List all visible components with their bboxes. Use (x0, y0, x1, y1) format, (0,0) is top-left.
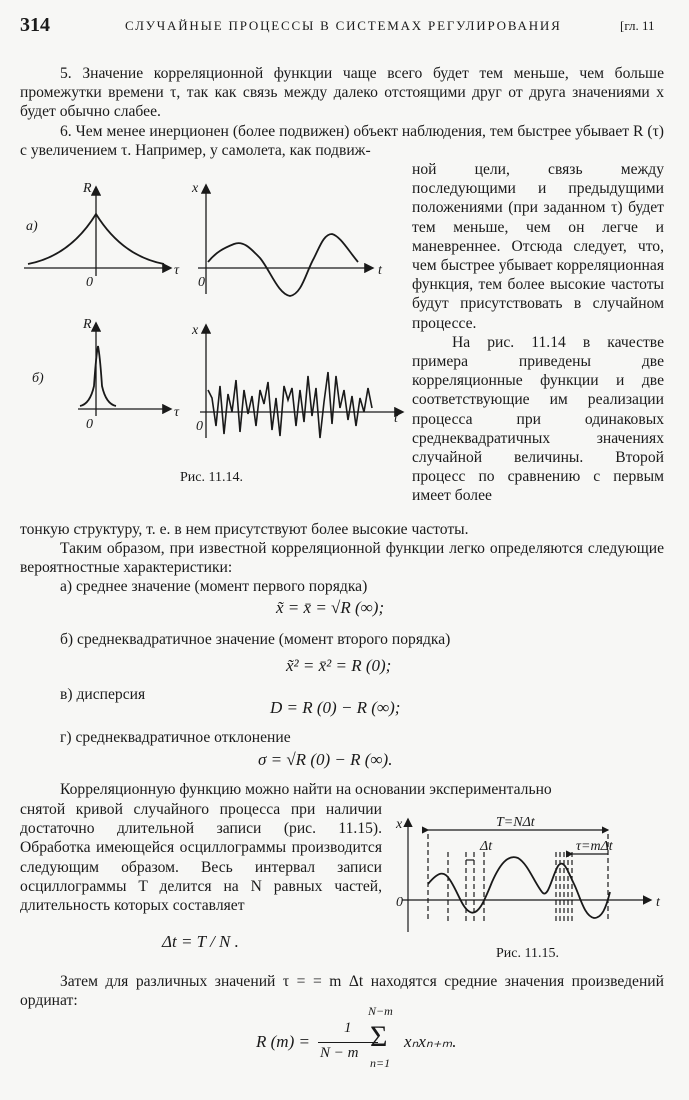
label-tau: τ=mΔt (576, 839, 613, 854)
process-a (208, 234, 358, 296)
running-head: СЛУЧАЙНЫЕ ПРОЦЕССЫ В СИСТЕМАХ РЕГУЛИРОВАНИЯ (125, 18, 562, 33)
page-number: 314 (20, 14, 50, 36)
label-R-b: R (83, 317, 92, 332)
label-t-b: t (394, 411, 398, 426)
label-R-a: R (83, 181, 92, 196)
label-zero: 0 (396, 895, 403, 910)
paragraph-9-wrap: снятой кривой случайного процесса при наличии достаточно длительной записи (рис. 11.15). Обработка имеющейся осциллограммы производится следующим образом. Весь интервал записи осциллограммы T делится на N равных частей, длительность которых составляет (20, 801, 382, 915)
figure-11-14 (20, 176, 408, 496)
body-top (20, 64, 664, 160)
figure-11-14-caption: Рис. 11.14. (180, 470, 243, 485)
page-header (0, 14, 689, 38)
label-dt: Δt (480, 839, 493, 854)
label-x-b: x (192, 323, 199, 338)
figure-11-15 (388, 812, 678, 952)
formula-R-sum: Σ (370, 1020, 388, 1053)
formula-R-den: N − m (320, 1045, 359, 1061)
chapter-ref: [гл. 11 (620, 18, 655, 33)
formula-R (256, 1004, 516, 1076)
figure-11-15-plot (388, 812, 678, 952)
paragraph-6-start: 6. Чем менее инерционен (более подвижен) объект наблюдения, тем быстрее убывает R (τ) с увеличением τ. Например, у самолета, как подвиж- (20, 122, 664, 159)
paragraph-10-block (20, 972, 664, 1010)
label-x: x (396, 817, 403, 832)
paragraph-5: 5. Значение корреляционной функции чаще всего будет тем меньше, чем больше промежутки времени τ, так как связь между далеко отстоящими друг от друга значениями x будет обычно слабее. (20, 65, 664, 121)
paragraph-7-start: На рис. 11.14 в качестве примера приведены две корреляционные функции и две соответствующие им реализации процесса при одинаковых среднеквадратичных значениях случайной величины. Второй процесс по сравнению с первым имеет более (412, 333, 664, 505)
label-zero-a1: 0 (86, 275, 93, 290)
formula-R-body: xₙxₙ₊ₘ. (404, 1032, 457, 1051)
formula-R-lhs: R (m) = (256, 1032, 310, 1051)
body-wrap-right (412, 160, 664, 506)
formula-c: D = R (0) − R (∞); (270, 698, 401, 717)
body-mid (20, 520, 664, 578)
label-t-a: t (378, 263, 382, 278)
formula-b: x̃² = x̄² = R (0); (286, 656, 392, 675)
paragraph-8: Таким образом, при известной корреляционной функции легко определяются следующие вероятностные характеристики: (20, 540, 664, 577)
label-T: T=NΔt (496, 815, 535, 830)
label-x-a: x (192, 181, 199, 196)
item-d: г) среднеквадратичное отклонение (60, 729, 291, 746)
label-tau-b: τ (174, 405, 180, 420)
formula-R-sum-bottom: n=1 (370, 1056, 391, 1070)
formula-dt: Δt = T / N . (162, 932, 239, 951)
label-zero-b2: 0 (196, 419, 203, 434)
label-a: а) (26, 219, 38, 234)
formula-d: σ = √R (0) − R (∞). (258, 750, 393, 769)
item-a: а) среднее значение (момент первого порядка) (60, 578, 368, 595)
paragraph-9-start: Корреляционную функцию можно найти на основании экспериментально (60, 781, 552, 798)
paragraph-6-cont: ной цели, связь между последующими и предыдущими положениями (при заданном τ) будет тем меньше, чем он легче и маневреннее. Отсюда следует, что, чем быстрее убывает корреляционная функция, тем более высокие частоты будут присутствовать в случайном процессе. (412, 161, 664, 332)
formula-a: x̃ = x̄ = √R (∞); (276, 598, 385, 617)
item-c: в) дисперсия (60, 686, 146, 703)
formula-R-sum-top: N−m (368, 1004, 393, 1018)
process-b (208, 372, 372, 438)
oscillogram (428, 857, 610, 918)
label-t: t (656, 895, 660, 910)
corr-curve-b (80, 346, 116, 406)
item-b: б) среднеквадратичное значение (момент второго порядка) (60, 631, 451, 648)
figure-11-15-caption: Рис. 11.15. (496, 946, 559, 961)
label-tau-a: τ (174, 263, 180, 278)
label-zero-b1: 0 (86, 417, 93, 432)
paragraph-10: Затем для различных значений τ = = m Δt находятся средние значения произведений ординат: (20, 973, 664, 1010)
paragraph-7-end: тонкую структуру, т. е. в нем присутствуют более высокие частоты. (20, 521, 469, 538)
figure-11-14-plots (20, 176, 408, 496)
label-b: б) (32, 371, 44, 386)
paragraph-9-start-block (20, 780, 664, 799)
label-zero-a2: 0 (198, 275, 205, 290)
formula-R-num: 1 (344, 1020, 352, 1036)
